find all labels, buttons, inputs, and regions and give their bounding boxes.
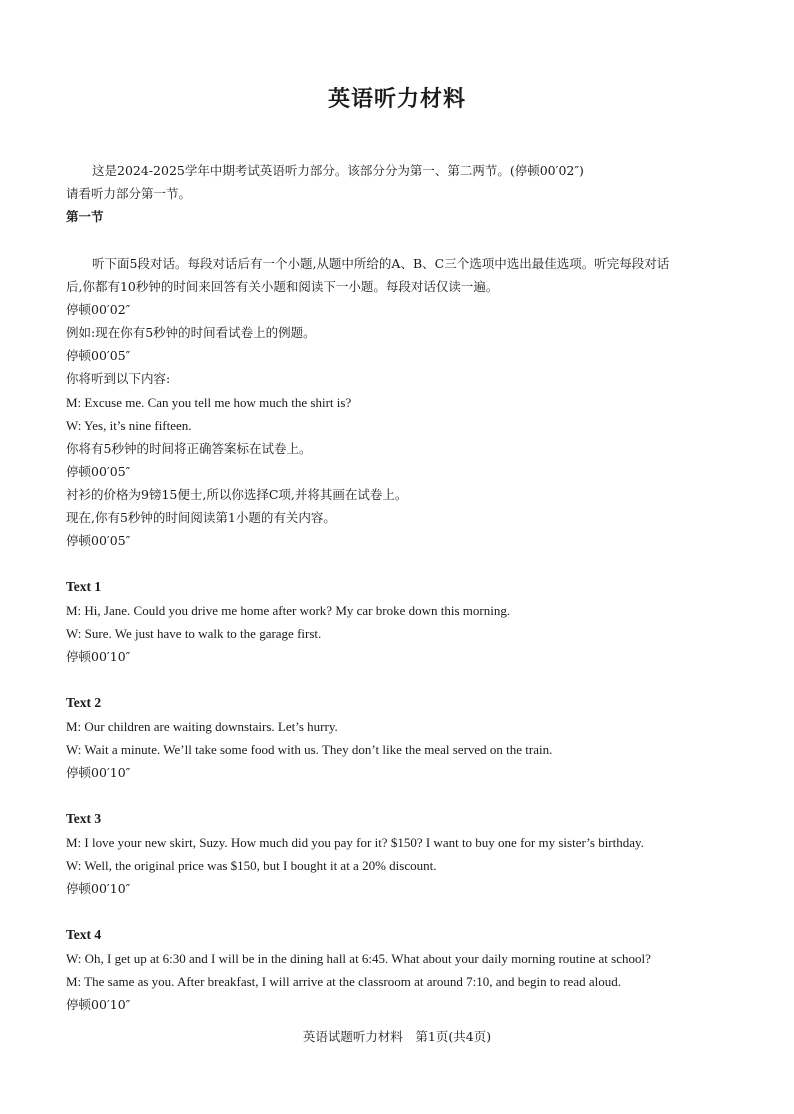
pause-text: 停顿00′05″ xyxy=(66,464,131,479)
text-4-pause: 停顿00′10″ xyxy=(66,997,131,1012)
example-instruction: 例如:现在你有5秒钟的时间看试卷上的例题。 xyxy=(66,325,316,340)
text-2-line-1: M: Our children are waiting downstairs. Let’s hurry. xyxy=(66,719,338,734)
page-footer: 英语试题听力材料 第1页(共4页) xyxy=(302,1029,492,1044)
intro-line-2: 请看听力部分第一节。 xyxy=(66,186,192,201)
text-4-heading: Text 4 xyxy=(66,927,102,942)
text-2-pause: 停顿00′10″ xyxy=(66,765,131,780)
section-1-instruction-1: 听下面5段对话。每段对话后有一个小题,从题中所给的A、B、C三个选项中选出最佳选项。听完每段对话 xyxy=(92,256,670,271)
intro-line-1: 这是2024-2025学年中期考试英语听力部分。该部分分为第一、第二两节。(停顿00′02″) xyxy=(92,163,584,178)
text-2-line-2: W: Wait a minute. We’ll take some food with us. They don’t like the meal served on the train. xyxy=(66,742,553,757)
text-2-heading: Text 2 xyxy=(66,695,102,710)
example-dialogue-m: M: Excuse me. Can you tell me how much the shirt is? xyxy=(66,395,352,410)
text-1-line-1: M: Hi, Jane. Could you drive me home after work? My car broke down this morning. xyxy=(66,603,511,618)
page-title: 英语听力材料 xyxy=(327,87,466,112)
text-3-heading: Text 3 xyxy=(66,811,102,826)
text-1-line-2: W: Sure. We just have to walk to the garage first. xyxy=(66,626,322,641)
example-answer-explanation: 衬衫的价格为9镑15便士,所以你选择C项,并将其画在试卷上。 xyxy=(66,487,408,502)
reading-time-instruction: 现在,你有5秒钟的时间阅读第1小题的有关内容。 xyxy=(66,510,336,525)
pause-text: 停顿00′02″ xyxy=(66,302,131,317)
will-hear-text: 你将听到以下内容: xyxy=(66,371,171,386)
pause-text: 停顿00′05″ xyxy=(66,348,131,363)
text-3-pause: 停顿00′10″ xyxy=(66,881,131,896)
section-1-instruction-2: 后,你都有10秒钟的时间来回答有关小题和阅读下一小题。每段对话仅读一遍。 xyxy=(66,279,499,294)
text-4-line-1: W: Oh, I get up at 6:30 and I will be in the dining hall at 6:45. What about your daily morning routine at school? xyxy=(66,951,651,966)
pause-text: 停顿00′05″ xyxy=(66,533,131,548)
example-dialogue-w: W: Yes, it’s nine fifteen. xyxy=(66,418,192,433)
text-1-heading: Text 1 xyxy=(66,579,102,594)
section-1-heading: 第一节 xyxy=(66,209,104,224)
text-4-line-2: M: The same as you. After breakfast, I will arrive at the classroom at around 7:10, and begin to read aloud. xyxy=(66,974,621,989)
text-1-pause: 停顿00′10″ xyxy=(66,649,131,664)
mark-answer-instruction: 你将有5秒钟的时间将正确答案标在试卷上。 xyxy=(66,441,312,456)
text-3-line-1: M: I love your new skirt, Suzy. How much did you pay for it? $150? I want to buy one for my sister’s birthday. xyxy=(66,835,644,850)
text-3-line-2: W: Well, the original price was $150, but I bought it at a 20% discount. xyxy=(66,858,437,873)
